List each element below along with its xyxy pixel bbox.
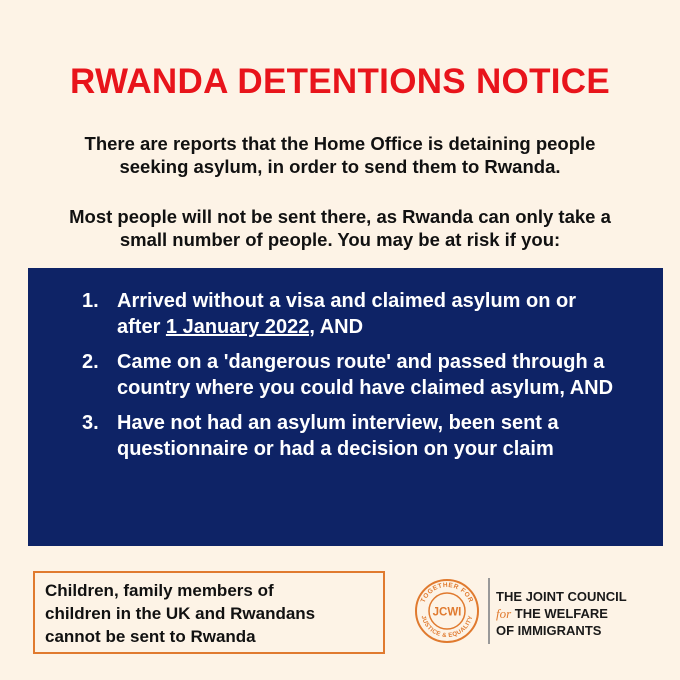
org-line-2-for: for [496,606,512,621]
svg-text:JCWI: JCWI [432,606,462,619]
risk-criteria-panel [28,268,663,546]
criteria-item [28,349,663,401]
criteria-text-end: AND [314,316,364,338]
criteria-number: 1. [82,290,99,312]
note-line-2: children in the UK and Rwandans [45,604,316,623]
criteria-item [28,410,663,462]
notice-title: RWANDA DETENTIONS NOTICE [70,62,610,101]
criteria-text: Arrived without a visa and claimed asylum on or after [117,290,577,338]
risk-criteria-list [28,288,663,471]
intro-2-line-2: small number of people. You may be at risk if you: [119,229,561,250]
intro-1-line-2: seeking asylum, in order to send them to Rwanda. [119,156,561,177]
note-line-1: Children, family members of [45,581,274,600]
note-line-3: cannot be sent to Rwanda [45,627,256,646]
criteria-item [28,288,663,340]
intro-1-line-1: There are reports that the Home Office is detaining people [84,133,596,154]
intro-paragraph-1 [0,132,680,178]
criteria-text: Came on a 'dangerous route' and passed through a country where you could have claimed asylum, AND [117,351,614,399]
intro-paragraph-2 [0,205,680,251]
criteria-number: 2. [82,351,99,373]
org-line-3: OF IMMIGRANTS [496,623,602,638]
exemption-note [33,571,385,654]
jcwi-seal-logo [414,578,480,644]
logo-divider [488,578,490,644]
svg-text:JUSTICE & EQUALITY: JUSTICE & EQUALITY [419,615,475,640]
organization-name [496,588,627,639]
criteria-text: Have not had an asylum interview, been sent a questionnaire or had a decision on your claim [117,412,559,460]
criteria-date-underlined: 1 January 2022, [165,316,315,338]
org-line-2-rest: THE WELFARE [511,606,608,621]
intro-2-line-1: Most people will not be sent there, as Rwanda can only take a [69,206,611,227]
svg-text:TOGETHER FOR: TOGETHER FOR [419,581,475,604]
org-line-1: THE JOINT COUNCIL [496,589,627,604]
org-line-2 [496,605,627,622]
criteria-number: 3. [82,412,99,434]
